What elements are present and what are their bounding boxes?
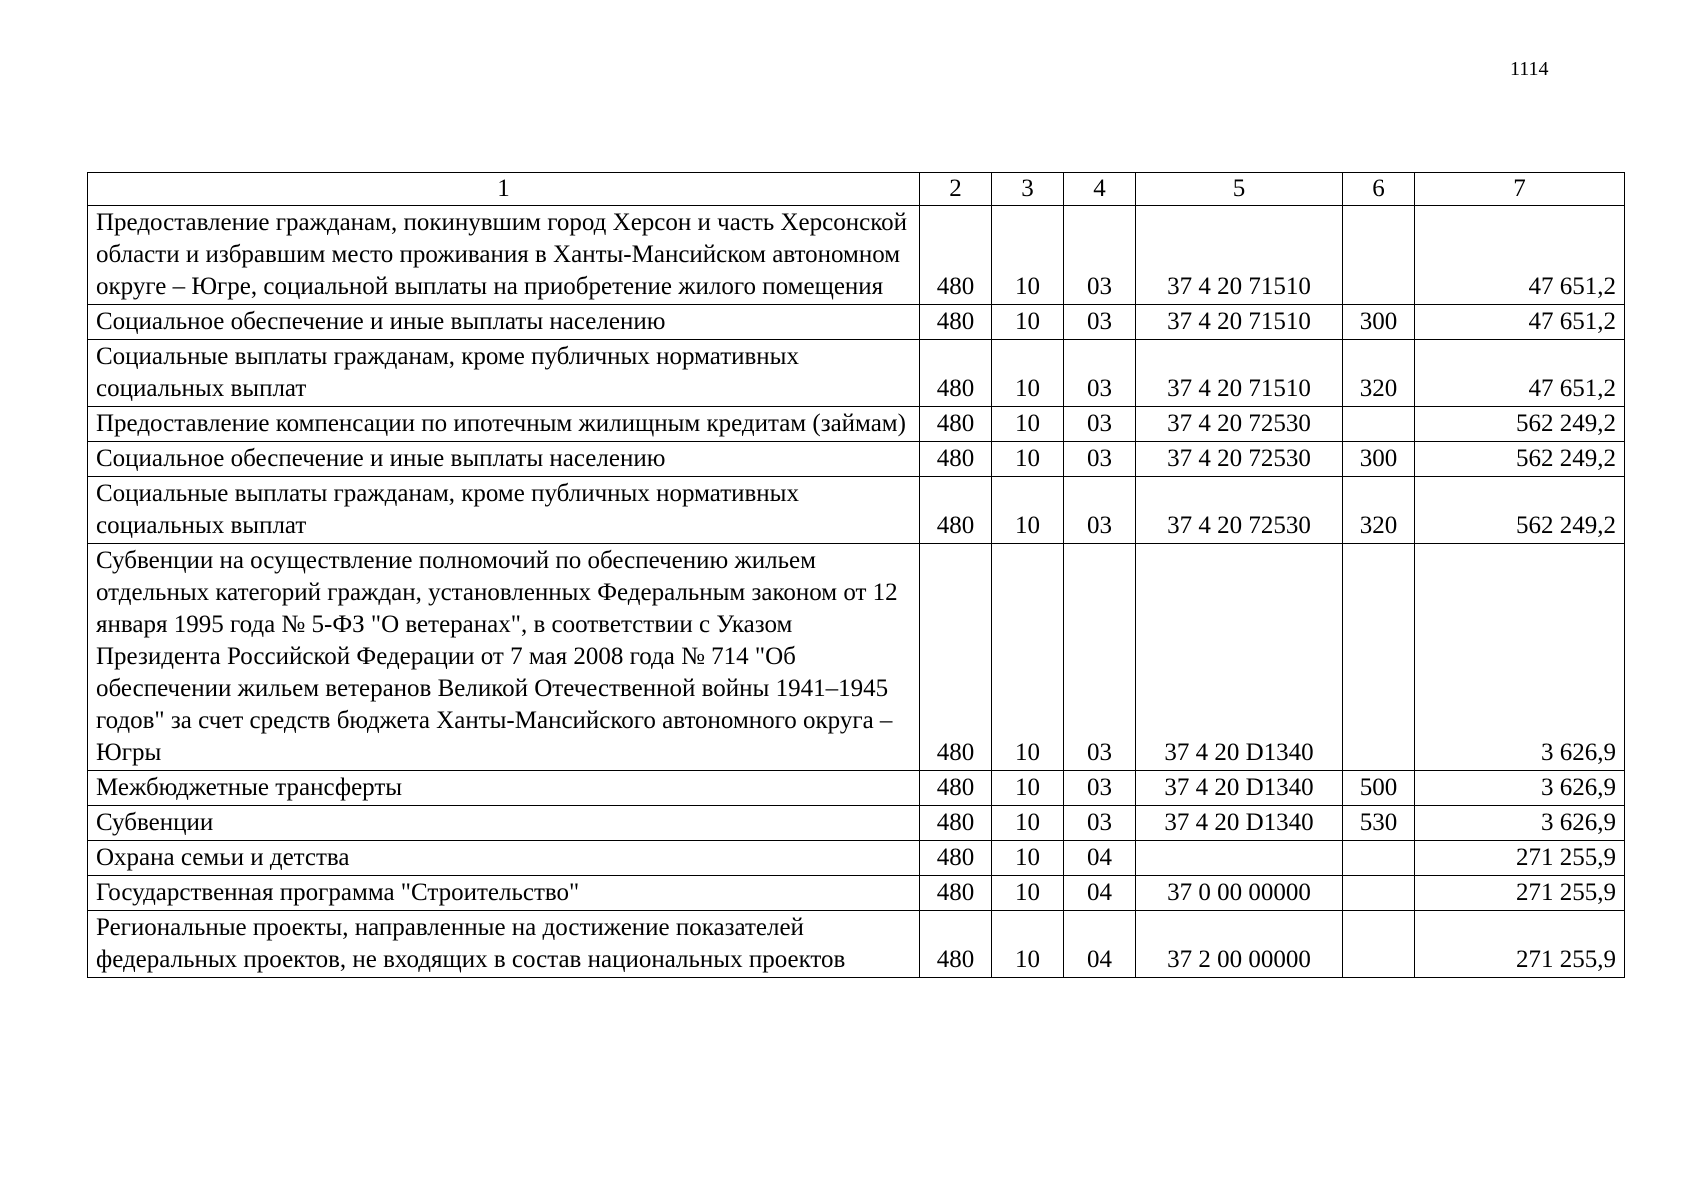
cell-col-6: 530: [1343, 806, 1415, 841]
table-row: [88, 771, 1625, 806]
cell-col-5: 37 4 20 D1340: [1136, 806, 1343, 841]
table-row: [88, 477, 1625, 544]
cell-col-3: 10: [992, 477, 1064, 544]
table-body: [88, 206, 1625, 978]
cell-col-2: 480: [920, 407, 992, 442]
cell-col-5: 37 0 00 00000: [1136, 876, 1343, 911]
table-row: [88, 876, 1625, 911]
cell-col-3: 10: [992, 771, 1064, 806]
cell-col-4: 03: [1064, 442, 1136, 477]
cell-col-4: 03: [1064, 544, 1136, 771]
cell-col-7: 562 249,2: [1415, 477, 1625, 544]
header-row: [88, 173, 1625, 206]
cell-name: Социальное обеспечение и иные выплаты населению: [88, 442, 920, 477]
column-header-6: 6: [1343, 173, 1415, 206]
cell-col-6: [1343, 911, 1415, 978]
cell-name: Социальные выплаты гражданам, кроме публичных нормативных социальных выплат: [88, 477, 920, 544]
cell-col-4: 03: [1064, 340, 1136, 407]
cell-col-5: 37 4 20 72530: [1136, 442, 1343, 477]
cell-col-7: 562 249,2: [1415, 442, 1625, 477]
cell-col-3: 10: [992, 442, 1064, 477]
cell-col-2: 480: [920, 806, 992, 841]
cell-col-7: 47 651,2: [1415, 340, 1625, 407]
cell-col-7: 271 255,9: [1415, 911, 1625, 978]
column-header-3: 3: [992, 173, 1064, 206]
cell-col-2: 480: [920, 206, 992, 305]
cell-col-5: 37 2 00 00000: [1136, 911, 1343, 978]
cell-col-2: 480: [920, 340, 992, 407]
cell-name: Субвенции на осуществление полномочий по обеспечению жильем отдельных категорий граждан, установленных Федеральным законом от 12 января 1995 года № 5-ФЗ "О ветеранах", в соответствии с Указом Президента Российской Федерации от 7 мая 2008 года № 714 "Об обеспечении жильем ветеранов Великой Отечественной войны 1941–1945 годов" за счет средств бюджета Ханты-Мансийского автономного округа – Югры: [88, 544, 920, 771]
cell-col-3: 10: [992, 806, 1064, 841]
cell-col-5: [1136, 841, 1343, 876]
column-header-2: 2: [920, 173, 992, 206]
cell-col-7: 562 249,2: [1415, 407, 1625, 442]
cell-col-4: 04: [1064, 841, 1136, 876]
cell-col-3: 10: [992, 206, 1064, 305]
cell-col-5: 37 4 20 D1340: [1136, 771, 1343, 806]
cell-name: Субвенции: [88, 806, 920, 841]
cell-name: Предоставление компенсации по ипотечным жилищным кредитам (займам): [88, 407, 920, 442]
cell-name: Социальное обеспечение и иные выплаты населению: [88, 305, 920, 340]
cell-name: Государственная программа "Строительство": [88, 876, 920, 911]
cell-col-7: 3 626,9: [1415, 544, 1625, 771]
budget-table: [87, 172, 1625, 978]
cell-col-4: 03: [1064, 806, 1136, 841]
table-row: [88, 806, 1625, 841]
table-row: [88, 305, 1625, 340]
cell-col-5: 37 4 20 71510: [1136, 305, 1343, 340]
cell-col-4: 03: [1064, 206, 1136, 305]
cell-col-3: 10: [992, 911, 1064, 978]
cell-name: Социальные выплаты гражданам, кроме публичных нормативных социальных выплат: [88, 340, 920, 407]
cell-col-5: 37 4 20 71510: [1136, 206, 1343, 305]
table-row: [88, 407, 1625, 442]
cell-col-4: 03: [1064, 477, 1136, 544]
cell-col-6: [1343, 407, 1415, 442]
cell-col-3: 10: [992, 305, 1064, 340]
cell-col-2: 480: [920, 876, 992, 911]
cell-col-2: 480: [920, 771, 992, 806]
cell-col-3: 10: [992, 841, 1064, 876]
cell-col-2: 480: [920, 477, 992, 544]
table-row: [88, 442, 1625, 477]
cell-col-5: 37 4 20 72530: [1136, 477, 1343, 544]
cell-col-6: 500: [1343, 771, 1415, 806]
cell-col-6: 300: [1343, 442, 1415, 477]
cell-name: Предоставление гражданам, покинувшим город Херсон и часть Херсонской области и избравшим место проживания в Ханты-Мансийском автономном округе – Югре, социальной выплаты на приобретение жилого помещения: [88, 206, 920, 305]
table-row: [88, 841, 1625, 876]
cell-col-3: 10: [992, 340, 1064, 407]
cell-name: Региональные проекты, направленные на достижение показателей федеральных проектов, не входящих в состав национальных проектов: [88, 911, 920, 978]
cell-col-4: 04: [1064, 876, 1136, 911]
cell-col-4: 03: [1064, 305, 1136, 340]
cell-col-2: 480: [920, 305, 992, 340]
cell-col-6: [1343, 544, 1415, 771]
cell-col-2: 480: [920, 544, 992, 771]
column-header-7: 7: [1415, 173, 1625, 206]
cell-col-3: 10: [992, 407, 1064, 442]
cell-col-3: 10: [992, 544, 1064, 771]
cell-col-6: [1343, 206, 1415, 305]
cell-col-5: 37 4 20 71510: [1136, 340, 1343, 407]
table-row: [88, 206, 1625, 305]
cell-col-5: 37 4 20 D1340: [1136, 544, 1343, 771]
cell-col-6: 300: [1343, 305, 1415, 340]
cell-col-6: [1343, 841, 1415, 876]
column-header-5: 5: [1136, 173, 1343, 206]
cell-col-6: [1343, 876, 1415, 911]
cell-col-7: 3 626,9: [1415, 771, 1625, 806]
cell-col-7: 47 651,2: [1415, 305, 1625, 340]
cell-col-7: 3 626,9: [1415, 806, 1625, 841]
page-number: 1114: [1510, 58, 1549, 80]
cell-name: Межбюджетные трансферты: [88, 771, 920, 806]
cell-col-2: 480: [920, 841, 992, 876]
cell-col-3: 10: [992, 876, 1064, 911]
cell-col-4: 04: [1064, 911, 1136, 978]
cell-col-7: 47 651,2: [1415, 206, 1625, 305]
cell-col-4: 03: [1064, 407, 1136, 442]
table-row: [88, 911, 1625, 978]
cell-col-6: 320: [1343, 340, 1415, 407]
table-row: [88, 544, 1625, 771]
column-header-1: 1: [88, 173, 920, 206]
cell-col-7: 271 255,9: [1415, 841, 1625, 876]
cell-col-6: 320: [1343, 477, 1415, 544]
table-row: [88, 340, 1625, 407]
cell-col-5: 37 4 20 72530: [1136, 407, 1343, 442]
column-header-4: 4: [1064, 173, 1136, 206]
cell-name: Охрана семьи и детства: [88, 841, 920, 876]
cell-col-2: 480: [920, 442, 992, 477]
cell-col-4: 03: [1064, 771, 1136, 806]
cell-col-2: 480: [920, 911, 992, 978]
cell-col-7: 271 255,9: [1415, 876, 1625, 911]
